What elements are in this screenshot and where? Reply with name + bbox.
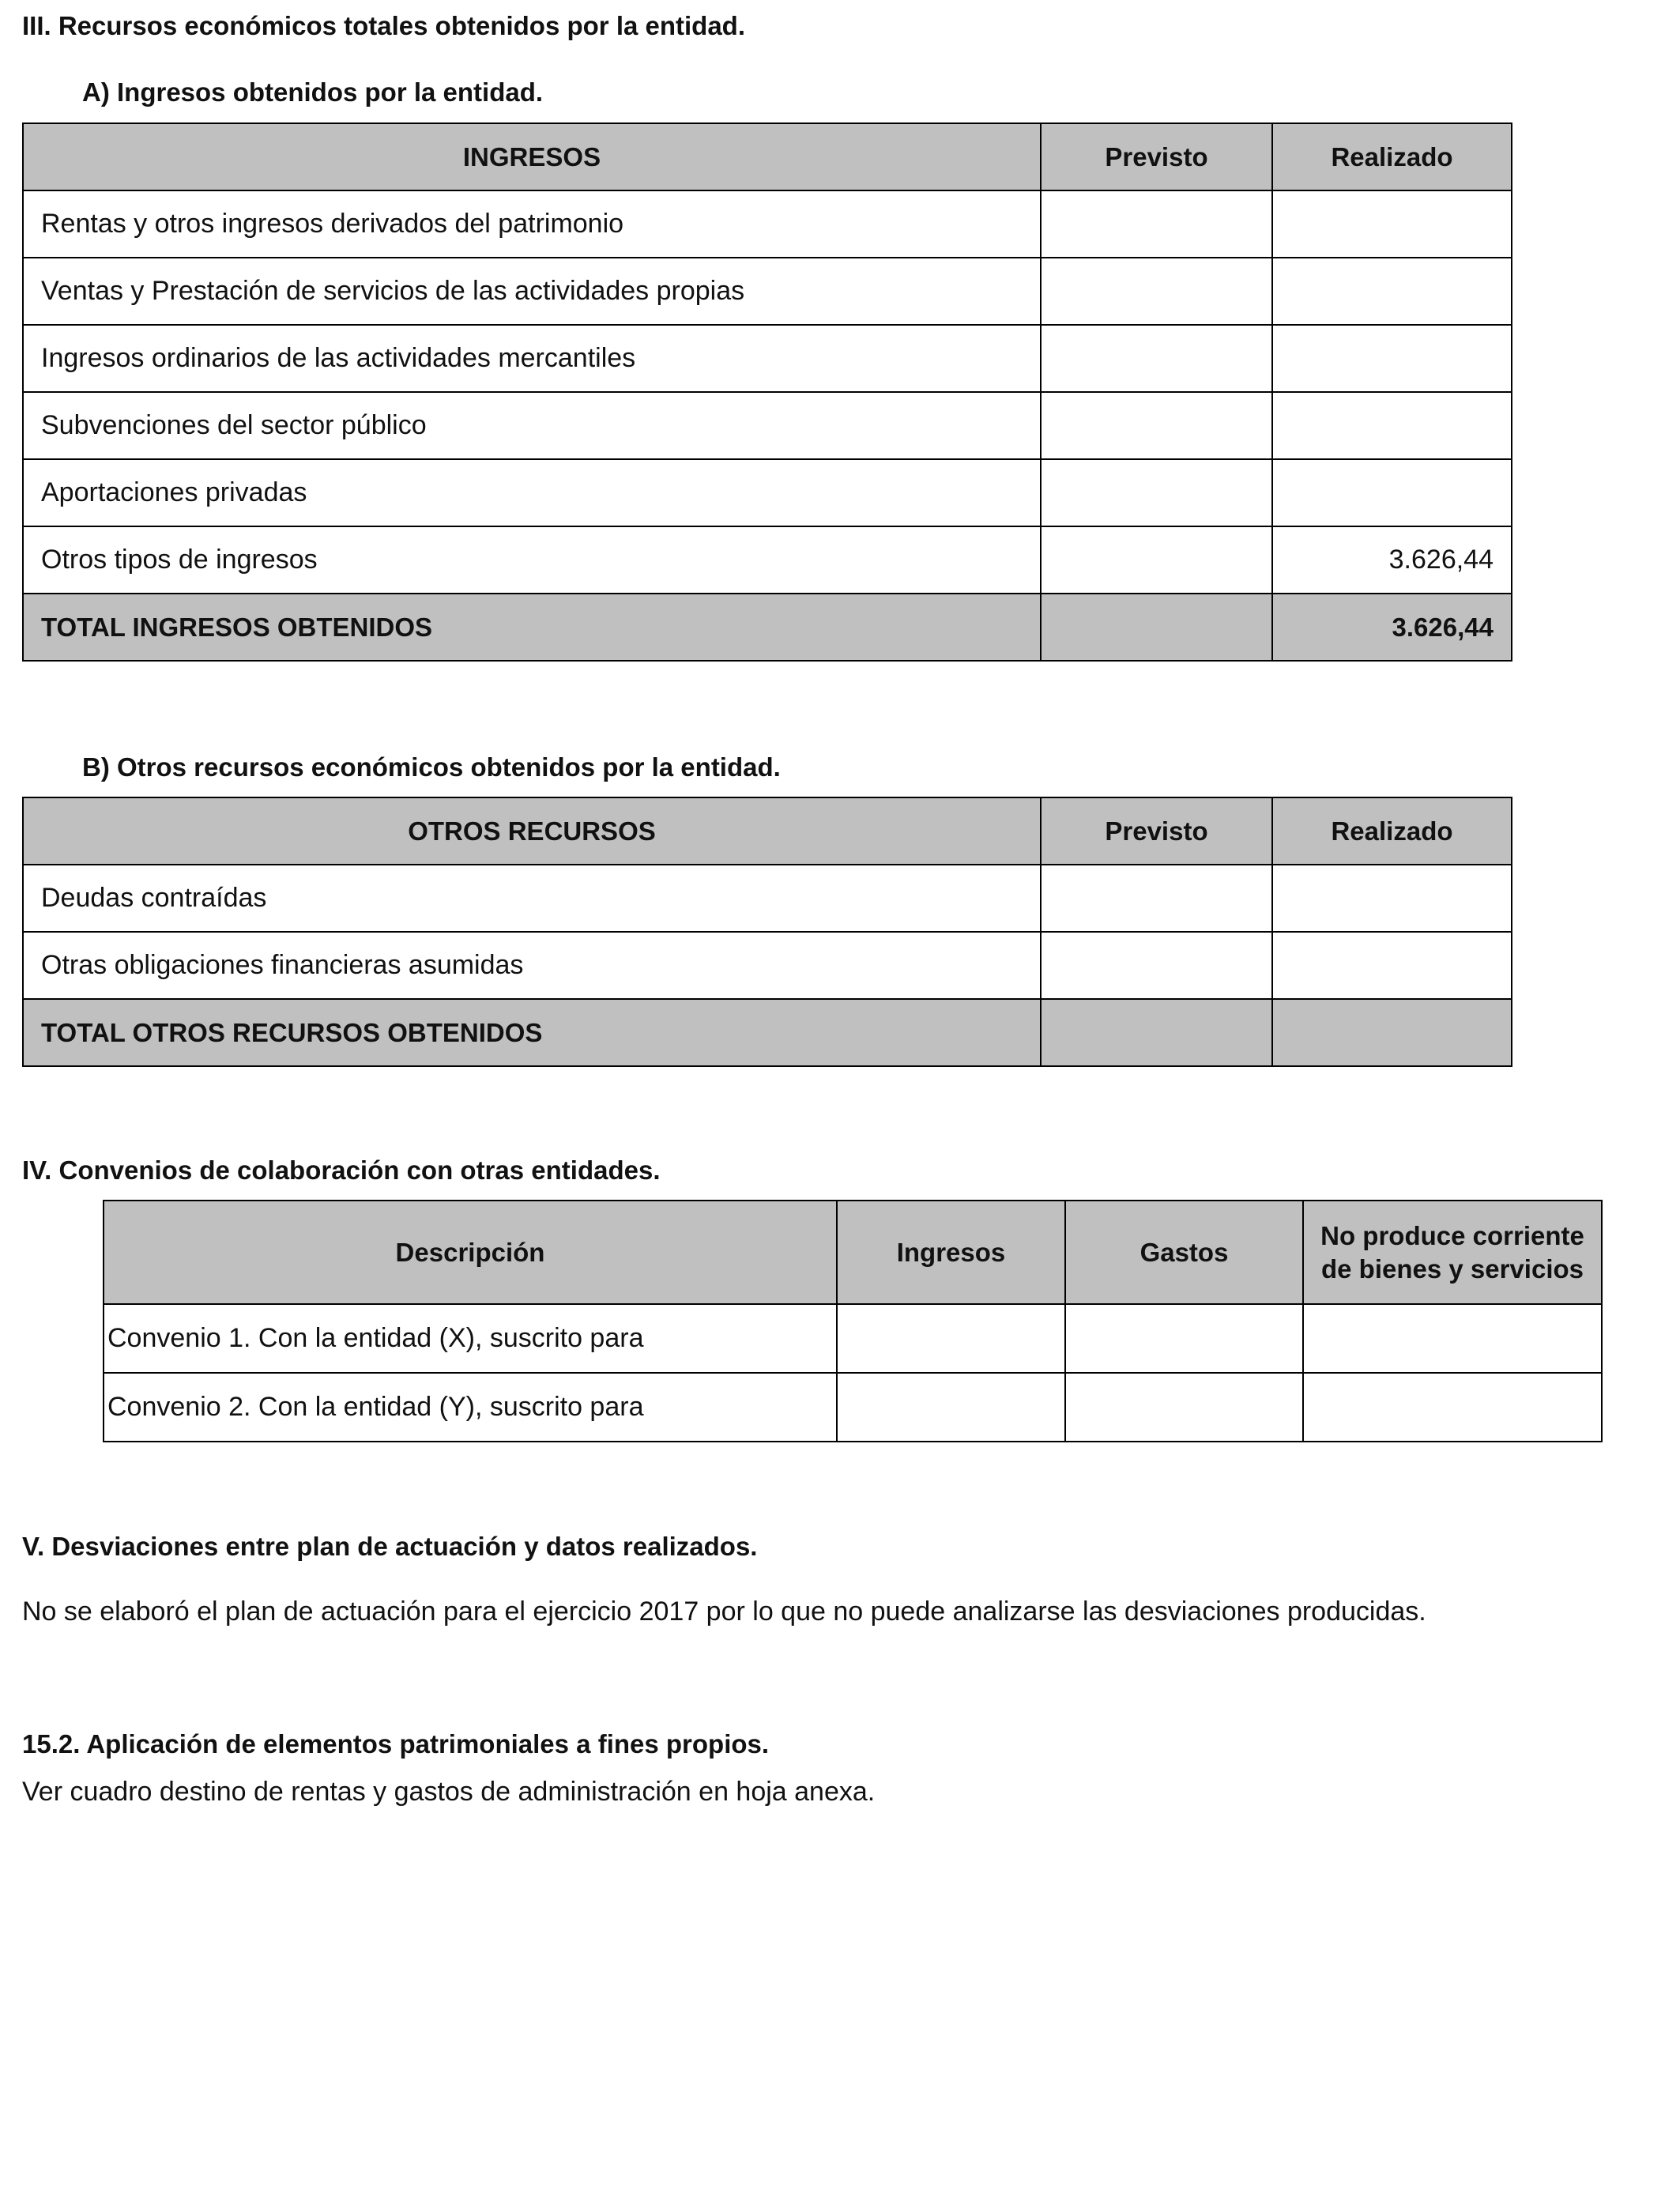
- row-label: Aportaciones privadas: [23, 459, 1041, 526]
- row-label: Rentas y otros ingresos derivados del patrimonio: [23, 190, 1041, 258]
- otros-recursos-table: [22, 797, 1512, 1067]
- total-previsto: [1041, 594, 1272, 661]
- section-3-title: III. Recursos económicos totales obtenidos por la entidad.: [22, 11, 746, 40]
- row-realizado: 3.626,44: [1272, 526, 1512, 594]
- header-gastos: Gastos: [1065, 1201, 1303, 1304]
- header-realizado: Realizado: [1272, 123, 1512, 190]
- table-row: [23, 526, 1512, 594]
- row-realizado: [1272, 932, 1512, 999]
- total-previsto: [1041, 999, 1272, 1066]
- ingresos-table: [22, 123, 1512, 662]
- row-previsto: [1041, 865, 1272, 932]
- row-ingresos: [837, 1304, 1065, 1373]
- row-label: Otras obligaciones financieras asumidas: [23, 932, 1041, 999]
- table-header-row: [23, 797, 1512, 865]
- row-previsto: [1041, 190, 1272, 258]
- table-row: [23, 392, 1512, 459]
- header-realizado: Realizado: [1272, 797, 1512, 865]
- section-15-2-title: 15.2. Aplicación de elementos patrimoniales a fines propios.: [22, 1729, 770, 1759]
- row-realizado: [1272, 190, 1512, 258]
- row-previsto: [1041, 325, 1272, 392]
- row-no-produce: [1303, 1304, 1602, 1373]
- section-3b-title: B) Otros recursos económicos obtenidos por la entidad.: [82, 752, 781, 782]
- row-gastos: [1065, 1304, 1303, 1373]
- table-row: [23, 865, 1512, 932]
- total-label: TOTAL INGRESOS OBTENIDOS: [23, 594, 1041, 661]
- table-header-row: [23, 123, 1512, 190]
- table-row: [23, 932, 1512, 999]
- row-realizado: [1272, 865, 1512, 932]
- header-ingresos: Ingresos: [837, 1201, 1065, 1304]
- section-4-title: IV. Convenios de colaboración con otras entidades.: [22, 1155, 661, 1185]
- header-previsto: Previsto: [1041, 123, 1272, 190]
- row-previsto: [1041, 932, 1272, 999]
- section-15-2-text: Ver cuadro destino de rentas y gastos de administración en hoja anexa.: [22, 1777, 876, 1807]
- total-realizado: [1272, 999, 1512, 1066]
- row-descripcion: Convenio 1. Con la entidad (X), suscrito para: [104, 1304, 837, 1373]
- table-header-row: [104, 1201, 1602, 1304]
- row-descripcion: Convenio 2. Con la entidad (Y), suscrito para: [104, 1373, 837, 1442]
- total-label: TOTAL OTROS RECURSOS OBTENIDOS: [23, 999, 1041, 1066]
- row-no-produce: [1303, 1373, 1602, 1442]
- table-row: [23, 459, 1512, 526]
- row-realizado: [1272, 325, 1512, 392]
- table-row: [23, 325, 1512, 392]
- row-previsto: [1041, 392, 1272, 459]
- table-row: [104, 1373, 1602, 1442]
- table-row: [104, 1304, 1602, 1373]
- table-row: [23, 258, 1512, 325]
- row-label: Deudas contraídas: [23, 865, 1041, 932]
- row-realizado: [1272, 392, 1512, 459]
- row-realizado: [1272, 459, 1512, 526]
- header-ingresos: INGRESOS: [23, 123, 1041, 190]
- row-gastos: [1065, 1373, 1303, 1442]
- row-previsto: [1041, 526, 1272, 594]
- section-5-text: No se elaboró el plan de actuación para el ejercicio 2017 por lo que no puede analizarse las desviaciones producidas.: [22, 1596, 1426, 1627]
- header-previsto: Previsto: [1041, 797, 1272, 865]
- row-label: Subvenciones del sector público: [23, 392, 1041, 459]
- row-label: Ingresos ordinarios de las actividades mercantiles: [23, 325, 1041, 392]
- convenios-table: [103, 1200, 1603, 1442]
- header-no-produce: No produce corriente de bienes y servicios: [1303, 1201, 1602, 1304]
- total-row: [23, 999, 1512, 1066]
- total-row: [23, 594, 1512, 661]
- header-descripcion: Descripción: [104, 1201, 837, 1304]
- section-5-title: V. Desviaciones entre plan de actuación y datos realizados.: [22, 1532, 758, 1561]
- row-realizado: [1272, 258, 1512, 325]
- header-otros-recursos: OTROS RECURSOS: [23, 797, 1041, 865]
- row-label: Otros tipos de ingresos: [23, 526, 1041, 594]
- total-realizado: 3.626,44: [1272, 594, 1512, 661]
- table-row: [23, 190, 1512, 258]
- row-label: Ventas y Prestación de servicios de las actividades propias: [23, 258, 1041, 325]
- row-previsto: [1041, 459, 1272, 526]
- row-previsto: [1041, 258, 1272, 325]
- section-3a-title: A) Ingresos obtenidos por la entidad.: [82, 77, 544, 107]
- row-ingresos: [837, 1373, 1065, 1442]
